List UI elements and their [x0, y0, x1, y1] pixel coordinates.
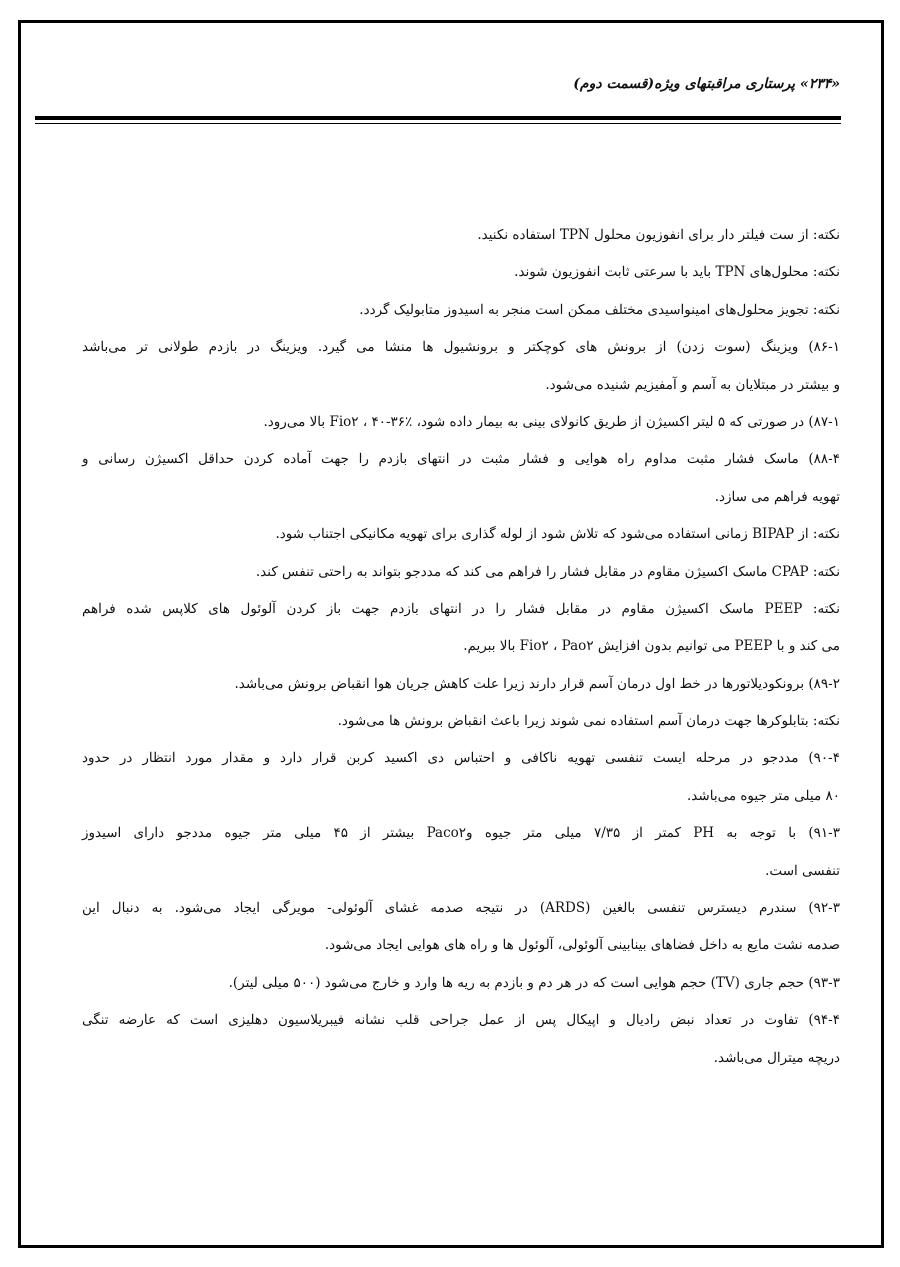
text-line: ۹۰-۴) مددجو در مرحله ایست تنفسی تهویه ناکافی و احتباس دی اکسید کربن قرار دارد و مقدار مورد انتظار در حدود [82, 750, 840, 767]
paragraph [82, 329, 840, 404]
text-line: و بیشتر در مبتلایان به آسم و آمفیزیم شنیده می‌شود. [545, 376, 840, 393]
paragraph [82, 404, 840, 441]
paragraph [82, 740, 840, 815]
header-rule-thick [35, 116, 841, 120]
text-line: ۸۹-۲) برونکودیلاتورها در خط اول درمان آسم قرار دارند زیرا علت کاهش جریان هوا انقباض برونش می‌باشد. [234, 675, 840, 692]
text-line: ۹۲-۳) سندرم دیسترس تنفسی بالغین (ARDS) در نتیجه صدمه غشای آلوئولی- مویرگی ایجاد می‌شود. به دنبال این [82, 900, 840, 917]
text-line: ۹۱-۳) با توجه به PH کمتر از ۷/۳۵ میلی متر جیوه وPaco۲ بیشتر از ۴۵ میلی متر جیوه مددجو دارای اسیدوز [82, 825, 840, 842]
text-line: صدمه نشت مایع به داخل فضاهای بینابینی آلوئولی، آلوئول ها و راه های هوایی ایجاد می‌شود. [324, 937, 840, 954]
text-line: تنفسی است. [765, 862, 840, 879]
text-line: ۹۴-۴) تفاوت در تعداد نبض رادیال و اپیکال پس از عمل جراحی قلب نشانه فیبریلاسیون دهلیزی است که عارضه تنگی [82, 1012, 840, 1029]
text-line: نکته: PEEP ماسک اکسیژن مقاوم در مقابل فشار را در انتهای بازدم جهت باز کردن آلوئول های کلاپس شده فراهم [82, 600, 840, 617]
paragraph [82, 965, 840, 1002]
text-line: می کند و با PEEP می توانیم بدون افزایش Fio۲ ، Pao۲ بالا ببریم. [463, 638, 840, 655]
text-line: ۸۰ میلی متر جیوه می‌باشد. [687, 787, 840, 804]
text-line: دریچه میترال می‌باشد. [713, 1049, 840, 1066]
paragraph [82, 292, 840, 329]
text-line: نکته: از BIPAP زمانی استفاده می‌شود که تلاش شود از لوله گذاری برای تهویه مکانیکی اجتناب شود. [275, 526, 840, 543]
text-line: نکته: از ست فیلتر دار برای انفوزیون محلول TPN استفاده نکنید. [477, 227, 840, 243]
paragraph [82, 1002, 840, 1077]
paragraph [82, 516, 840, 553]
text-line: تهویه فراهم می سازد. [714, 488, 840, 505]
header-rule-thin [35, 123, 841, 124]
text-line: ۸۶-۱) ویزینگ (سوت زدن) از برونش های کوچکتر و برونشیول ها منشا می گیرد. ویزینگ در بازدم طولانی تر می‌باشد [82, 339, 840, 356]
text-line: نکته: بتابلوکرها جهت درمان آسم استفاده نمی شوند زیرا باعث انقباض برونش ها می‌شود. [337, 713, 840, 730]
paragraph [82, 441, 840, 516]
text-line: نکته: CPAP ماسک اکسیژن مقاوم در مقابل فشار را فراهم می کند که مددجو بتواند به راحتی تنفس کند. [255, 563, 840, 580]
paragraph [82, 554, 840, 591]
text-line: ۹۳-۳) حجم جاری (TV) حجم هوایی است که در هر دم و بازدم به ریه ها وارد و خارج می‌شود (۵۰۰ میلی لیتر). [228, 974, 840, 991]
paragraph [82, 890, 840, 965]
running-header: «۲۳۴» پرستاری مراقبتهای ویژه(قسمت دوم) [573, 76, 840, 92]
paragraph [82, 815, 840, 890]
paragraph [82, 666, 840, 703]
paragraph [82, 217, 840, 254]
text-line: نکته: تجویز محلول‌های امینواسیدی مختلف ممکن است منجر به اسیدوز متابولیک گردد. [359, 301, 840, 318]
page-body [82, 217, 840, 1077]
text-line: ۸۷-۱) در صورتی که ۵ لیتر اکسیژن از طریق کانولای بینی به بیمار داده شود، Fio۲ ، ۴۰-۳۶٪ بالا می‌رود. [263, 413, 840, 430]
text-line: ۸۸-۴) ماسک فشار مثبت مداوم راه هوایی و فشار مثبت در انتهای بازدم را جهت آماده کردن حداقل اکسیژن رسانی و [82, 451, 840, 468]
paragraph [82, 703, 840, 740]
text-line: نکته: محلول‌های TPN باید با سرعتی ثابت انفوزیون شوند. [514, 264, 840, 281]
paragraph [82, 591, 840, 666]
paragraph [82, 254, 840, 291]
